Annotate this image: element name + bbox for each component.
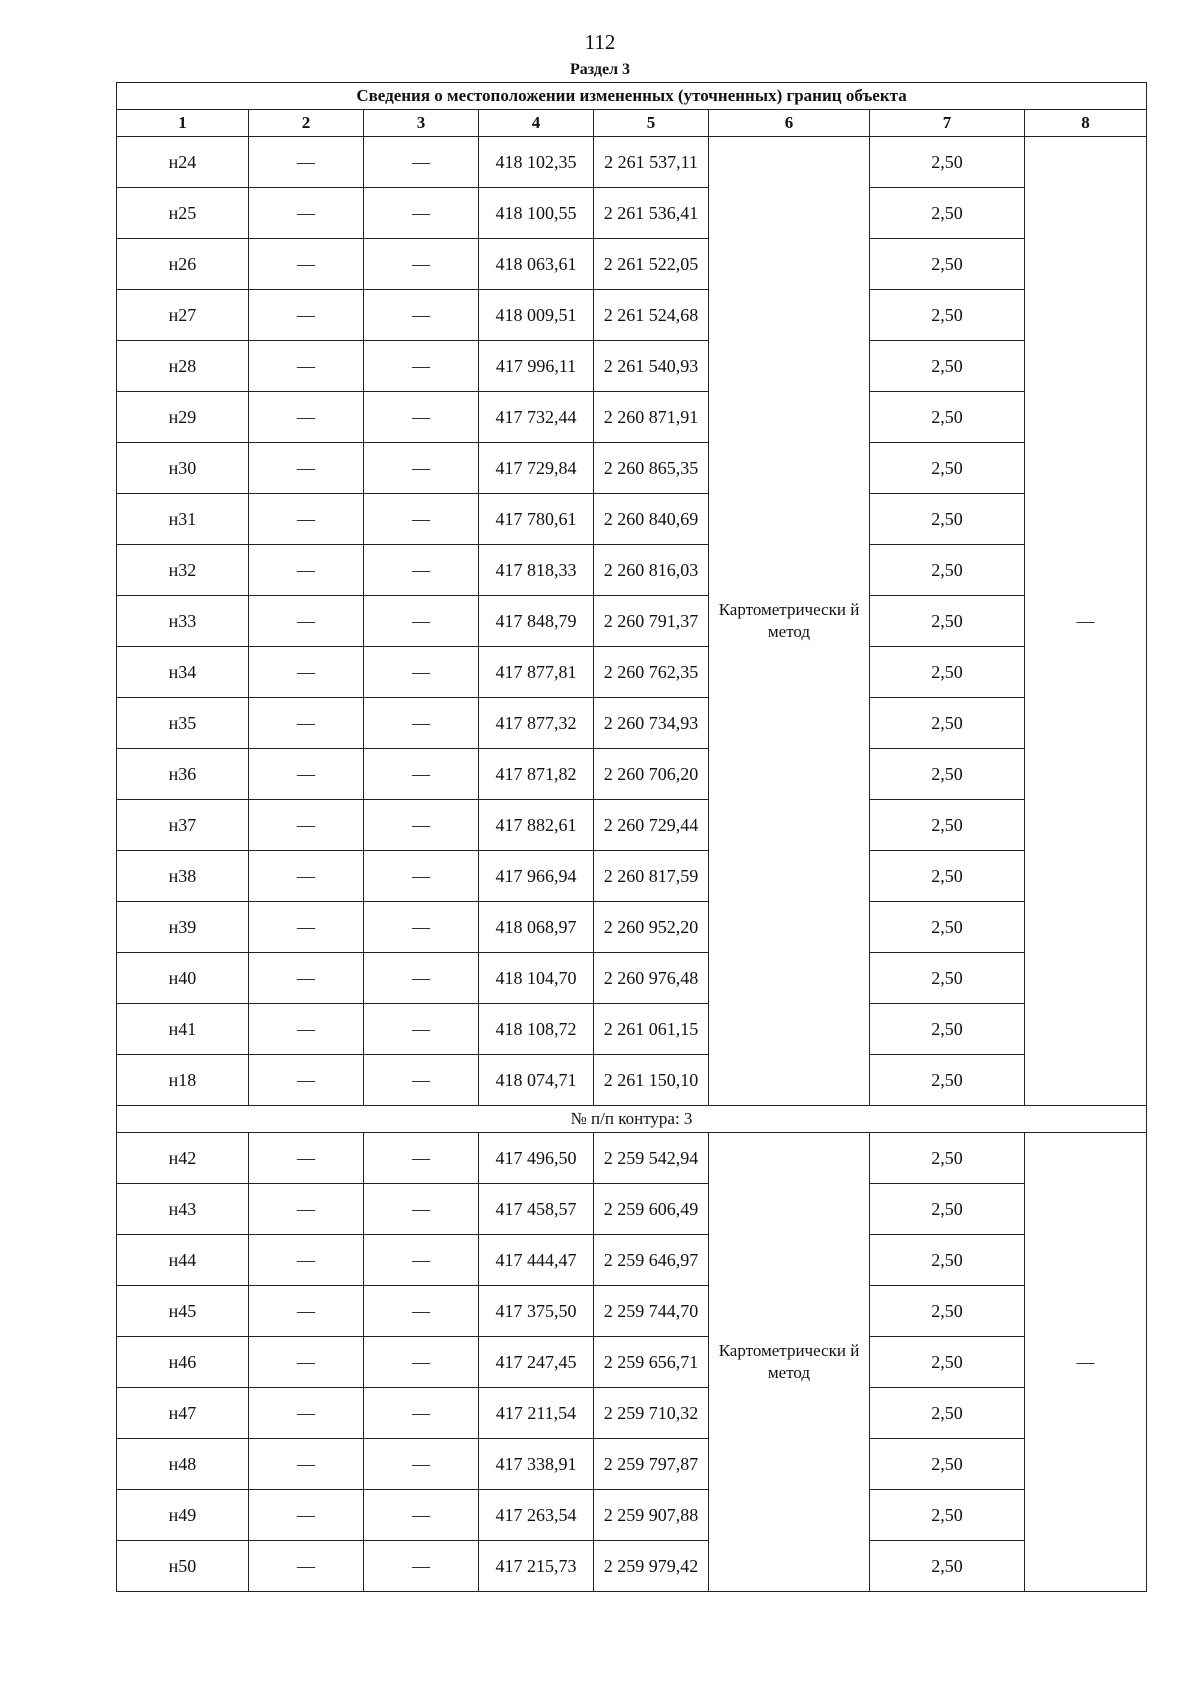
col2-cell: — — [249, 290, 364, 341]
accuracy-cell: 2,50 — [870, 443, 1025, 494]
accuracy-cell: 2,50 — [870, 749, 1025, 800]
point-name-cell: н50 — [117, 1541, 249, 1592]
column-header: 6 — [709, 110, 870, 137]
x-coord-cell: 417 882,61 — [479, 800, 594, 851]
point-name-cell: н41 — [117, 1004, 249, 1055]
column-header: 5 — [594, 110, 709, 137]
accuracy-cell: 2,50 — [870, 1133, 1025, 1184]
col2-cell: — — [249, 1388, 364, 1439]
col3-cell: — — [364, 851, 479, 902]
point-name-cell: н48 — [117, 1439, 249, 1490]
col8-cell: — — [1025, 137, 1147, 1106]
y-coord-cell: 2 261 540,93 — [594, 341, 709, 392]
col2-cell: — — [249, 443, 364, 494]
col3-cell: — — [364, 1055, 479, 1106]
col3-cell: — — [364, 1337, 479, 1388]
point-name-cell: н42 — [117, 1133, 249, 1184]
col2-cell: — — [249, 749, 364, 800]
accuracy-cell: 2,50 — [870, 1490, 1025, 1541]
x-coord-cell: 417 375,50 — [479, 1286, 594, 1337]
accuracy-cell: 2,50 — [870, 392, 1025, 443]
col2-cell: — — [249, 545, 364, 596]
accuracy-cell: 2,50 — [870, 800, 1025, 851]
column-header: 4 — [479, 110, 594, 137]
point-name-cell: н49 — [117, 1490, 249, 1541]
y-coord-cell: 2 260 816,03 — [594, 545, 709, 596]
y-coord-cell: 2 260 952,20 — [594, 902, 709, 953]
table-row — [117, 137, 1147, 188]
accuracy-cell: 2,50 — [870, 545, 1025, 596]
x-coord-cell: 417 848,79 — [479, 596, 594, 647]
x-coord-cell: 418 102,35 — [479, 137, 594, 188]
col3-cell: — — [364, 290, 479, 341]
point-name-cell: н44 — [117, 1235, 249, 1286]
col2-cell: — — [249, 1235, 364, 1286]
y-coord-cell: 2 260 871,91 — [594, 392, 709, 443]
y-coord-cell: 2 260 729,44 — [594, 800, 709, 851]
col3-cell: — — [364, 749, 479, 800]
x-coord-cell: 417 263,54 — [479, 1490, 594, 1541]
col2-cell: — — [249, 851, 364, 902]
table-row — [117, 902, 1147, 953]
table-row — [117, 443, 1147, 494]
col3-cell: — — [364, 341, 479, 392]
y-coord-cell: 2 259 646,97 — [594, 1235, 709, 1286]
point-name-cell: н43 — [117, 1184, 249, 1235]
table-row — [117, 494, 1147, 545]
x-coord-cell: 417 780,61 — [479, 494, 594, 545]
point-name-cell: н18 — [117, 1055, 249, 1106]
x-coord-cell: 417 211,54 — [479, 1388, 594, 1439]
x-coord-cell: 417 729,84 — [479, 443, 594, 494]
x-coord-cell: 418 063,61 — [479, 239, 594, 290]
col3-cell: — — [364, 1133, 479, 1184]
point-name-cell: н38 — [117, 851, 249, 902]
col3-cell: — — [364, 443, 479, 494]
col2-cell: — — [249, 1439, 364, 1490]
col2-cell: — — [249, 1004, 364, 1055]
col2-cell: — — [249, 1490, 364, 1541]
accuracy-cell: 2,50 — [870, 290, 1025, 341]
col3-cell: — — [364, 1286, 479, 1337]
table-row — [117, 1184, 1147, 1235]
col3-cell: — — [364, 188, 479, 239]
table-row — [117, 341, 1147, 392]
accuracy-cell: 2,50 — [870, 1541, 1025, 1592]
col3-cell: — — [364, 1439, 479, 1490]
y-coord-cell: 2 260 817,59 — [594, 851, 709, 902]
x-coord-cell: 417 338,91 — [479, 1439, 594, 1490]
x-coord-cell: 418 100,55 — [479, 188, 594, 239]
accuracy-cell: 2,50 — [870, 1337, 1025, 1388]
table-row — [117, 1337, 1147, 1388]
table-row — [117, 1235, 1147, 1286]
point-name-cell: н27 — [117, 290, 249, 341]
accuracy-cell: 2,50 — [870, 494, 1025, 545]
point-name-cell: н47 — [117, 1388, 249, 1439]
x-coord-cell: 417 215,73 — [479, 1541, 594, 1592]
column-header: 7 — [870, 110, 1025, 137]
x-coord-cell: 417 444,47 — [479, 1235, 594, 1286]
table-row — [117, 749, 1147, 800]
x-coord-cell: 418 009,51 — [479, 290, 594, 341]
col3-cell: — — [364, 239, 479, 290]
point-name-cell: н26 — [117, 239, 249, 290]
accuracy-cell: 2,50 — [870, 647, 1025, 698]
page-number: 112 — [584, 30, 616, 54]
accuracy-cell: 2,50 — [870, 1388, 1025, 1439]
accuracy-cell: 2,50 — [870, 596, 1025, 647]
col2-cell: — — [249, 1184, 364, 1235]
col2-cell: — — [249, 392, 364, 443]
table-row — [117, 1133, 1147, 1184]
y-coord-cell: 2 259 907,88 — [594, 1490, 709, 1541]
col3-cell: — — [364, 1388, 479, 1439]
y-coord-cell: 2 261 522,05 — [594, 239, 709, 290]
y-coord-cell: 2 259 606,49 — [594, 1184, 709, 1235]
col3-cell: — — [364, 1184, 479, 1235]
y-coord-cell: 2 259 979,42 — [594, 1541, 709, 1592]
col2-cell: — — [249, 341, 364, 392]
point-name-cell: н30 — [117, 443, 249, 494]
point-name-cell: н32 — [117, 545, 249, 596]
y-coord-cell: 2 260 840,69 — [594, 494, 709, 545]
x-coord-cell: 417 732,44 — [479, 392, 594, 443]
col3-cell: — — [364, 800, 479, 851]
point-name-cell: н28 — [117, 341, 249, 392]
accuracy-cell: 2,50 — [870, 341, 1025, 392]
y-coord-cell: 2 260 791,37 — [594, 596, 709, 647]
col2-cell: — — [249, 1055, 364, 1106]
col2-cell: — — [249, 188, 364, 239]
y-coord-cell: 2 260 706,20 — [594, 749, 709, 800]
point-name-cell: н36 — [117, 749, 249, 800]
method-cell: Картометрически й метод — [709, 137, 870, 1106]
accuracy-cell: 2,50 — [870, 1055, 1025, 1106]
point-name-cell: н39 — [117, 902, 249, 953]
accuracy-cell: 2,50 — [870, 1184, 1025, 1235]
point-name-cell: н25 — [117, 188, 249, 239]
x-coord-cell: 417 996,11 — [479, 341, 594, 392]
table-row — [117, 1388, 1147, 1439]
y-coord-cell: 2 261 537,11 — [594, 137, 709, 188]
table-row — [117, 953, 1147, 1004]
point-name-cell: н37 — [117, 800, 249, 851]
point-name-cell: н29 — [117, 392, 249, 443]
col2-cell: — — [249, 137, 364, 188]
y-coord-cell: 2 261 061,15 — [594, 1004, 709, 1055]
col2-cell: — — [249, 953, 364, 1004]
x-coord-cell: 417 818,33 — [479, 545, 594, 596]
col2-cell: — — [249, 698, 364, 749]
col2-cell: — — [249, 239, 364, 290]
x-coord-cell: 418 104,70 — [479, 953, 594, 1004]
x-coord-cell: 417 877,81 — [479, 647, 594, 698]
x-coord-cell: 418 108,72 — [479, 1004, 594, 1055]
col3-cell: — — [364, 1490, 479, 1541]
y-coord-cell: 2 259 710,32 — [594, 1388, 709, 1439]
table-row — [117, 545, 1147, 596]
y-coord-cell: 2 260 976,48 — [594, 953, 709, 1004]
x-coord-cell: 418 068,97 — [479, 902, 594, 953]
y-coord-cell: 2 261 150,10 — [594, 1055, 709, 1106]
table-row — [117, 392, 1147, 443]
table-row — [117, 800, 1147, 851]
table-row — [117, 647, 1147, 698]
table-row — [117, 290, 1147, 341]
x-coord-cell: 417 496,50 — [479, 1133, 594, 1184]
table-row — [117, 1439, 1147, 1490]
col2-cell: — — [249, 494, 364, 545]
x-coord-cell: 417 247,45 — [479, 1337, 594, 1388]
column-header: 1 — [117, 110, 249, 137]
table-row — [117, 239, 1147, 290]
accuracy-cell: 2,50 — [870, 698, 1025, 749]
table-row — [117, 1541, 1147, 1592]
accuracy-cell: 2,50 — [870, 137, 1025, 188]
table-row — [117, 1004, 1147, 1055]
col2-cell: — — [249, 902, 364, 953]
point-name-cell: н40 — [117, 953, 249, 1004]
x-coord-cell: 418 074,71 — [479, 1055, 594, 1106]
column-header: 2 — [249, 110, 364, 137]
point-name-cell: н24 — [117, 137, 249, 188]
point-name-cell: н46 — [117, 1337, 249, 1388]
table-row — [117, 1286, 1147, 1337]
accuracy-cell: 2,50 — [870, 1439, 1025, 1490]
table-row — [117, 188, 1147, 239]
accuracy-cell: 2,50 — [870, 239, 1025, 290]
col2-cell: — — [249, 1286, 364, 1337]
col2-cell: — — [249, 1133, 364, 1184]
col2-cell: — — [249, 596, 364, 647]
x-coord-cell: 417 966,94 — [479, 851, 594, 902]
accuracy-cell: 2,50 — [870, 902, 1025, 953]
col3-cell: — — [364, 647, 479, 698]
col3-cell: — — [364, 1235, 479, 1286]
table-row — [117, 851, 1147, 902]
table-row — [117, 596, 1147, 647]
point-name-cell: н45 — [117, 1286, 249, 1337]
accuracy-cell: 2,50 — [870, 1235, 1025, 1286]
accuracy-cell: 2,50 — [870, 188, 1025, 239]
table-row — [117, 1490, 1147, 1541]
point-name-cell: н31 — [117, 494, 249, 545]
contour-label: № п/п контура: 3 — [117, 1106, 1147, 1133]
y-coord-cell: 2 261 524,68 — [594, 290, 709, 341]
y-coord-cell: 2 261 536,41 — [594, 188, 709, 239]
section-title: Раздел 3 — [569, 61, 631, 78]
column-header: 8 — [1025, 110, 1147, 137]
y-coord-cell: 2 259 797,87 — [594, 1439, 709, 1490]
y-coord-cell: 2 259 542,94 — [594, 1133, 709, 1184]
accuracy-cell: 2,50 — [870, 851, 1025, 902]
col3-cell: — — [364, 1541, 479, 1592]
y-coord-cell: 2 260 762,35 — [594, 647, 709, 698]
col3-cell: — — [364, 902, 479, 953]
y-coord-cell: 2 259 656,71 — [594, 1337, 709, 1388]
accuracy-cell: 2,50 — [870, 953, 1025, 1004]
x-coord-cell: 417 871,82 — [479, 749, 594, 800]
col2-cell: — — [249, 1541, 364, 1592]
col3-cell: — — [364, 1004, 479, 1055]
col3-cell: — — [364, 596, 479, 647]
method-cell: Картометрически й метод — [709, 1133, 870, 1592]
contour-row — [117, 1106, 1147, 1133]
accuracy-cell: 2,50 — [870, 1286, 1025, 1337]
col2-cell: — — [249, 1337, 364, 1388]
point-name-cell: н33 — [117, 596, 249, 647]
col2-cell: — — [249, 800, 364, 851]
col2-cell: — — [249, 647, 364, 698]
column-header: 3 — [364, 110, 479, 137]
col3-cell: — — [364, 494, 479, 545]
point-name-cell: н34 — [117, 647, 249, 698]
table-row — [117, 1055, 1147, 1106]
x-coord-cell: 417 458,57 — [479, 1184, 594, 1235]
y-coord-cell: 2 260 865,35 — [594, 443, 709, 494]
accuracy-cell: 2,50 — [870, 1004, 1025, 1055]
col8-cell: — — [1025, 1133, 1147, 1592]
col3-cell: — — [364, 953, 479, 1004]
col3-cell: — — [364, 545, 479, 596]
boundary-table — [116, 82, 1147, 1592]
col3-cell: — — [364, 392, 479, 443]
col3-cell: — — [364, 698, 479, 749]
y-coord-cell: 2 259 744,70 — [594, 1286, 709, 1337]
table-row — [117, 698, 1147, 749]
col3-cell: — — [364, 137, 479, 188]
x-coord-cell: 417 877,32 — [479, 698, 594, 749]
table-caption: Сведения о местоположении измененных (уточненных) границ объекта — [117, 83, 1147, 110]
y-coord-cell: 2 260 734,93 — [594, 698, 709, 749]
point-name-cell: н35 — [117, 698, 249, 749]
